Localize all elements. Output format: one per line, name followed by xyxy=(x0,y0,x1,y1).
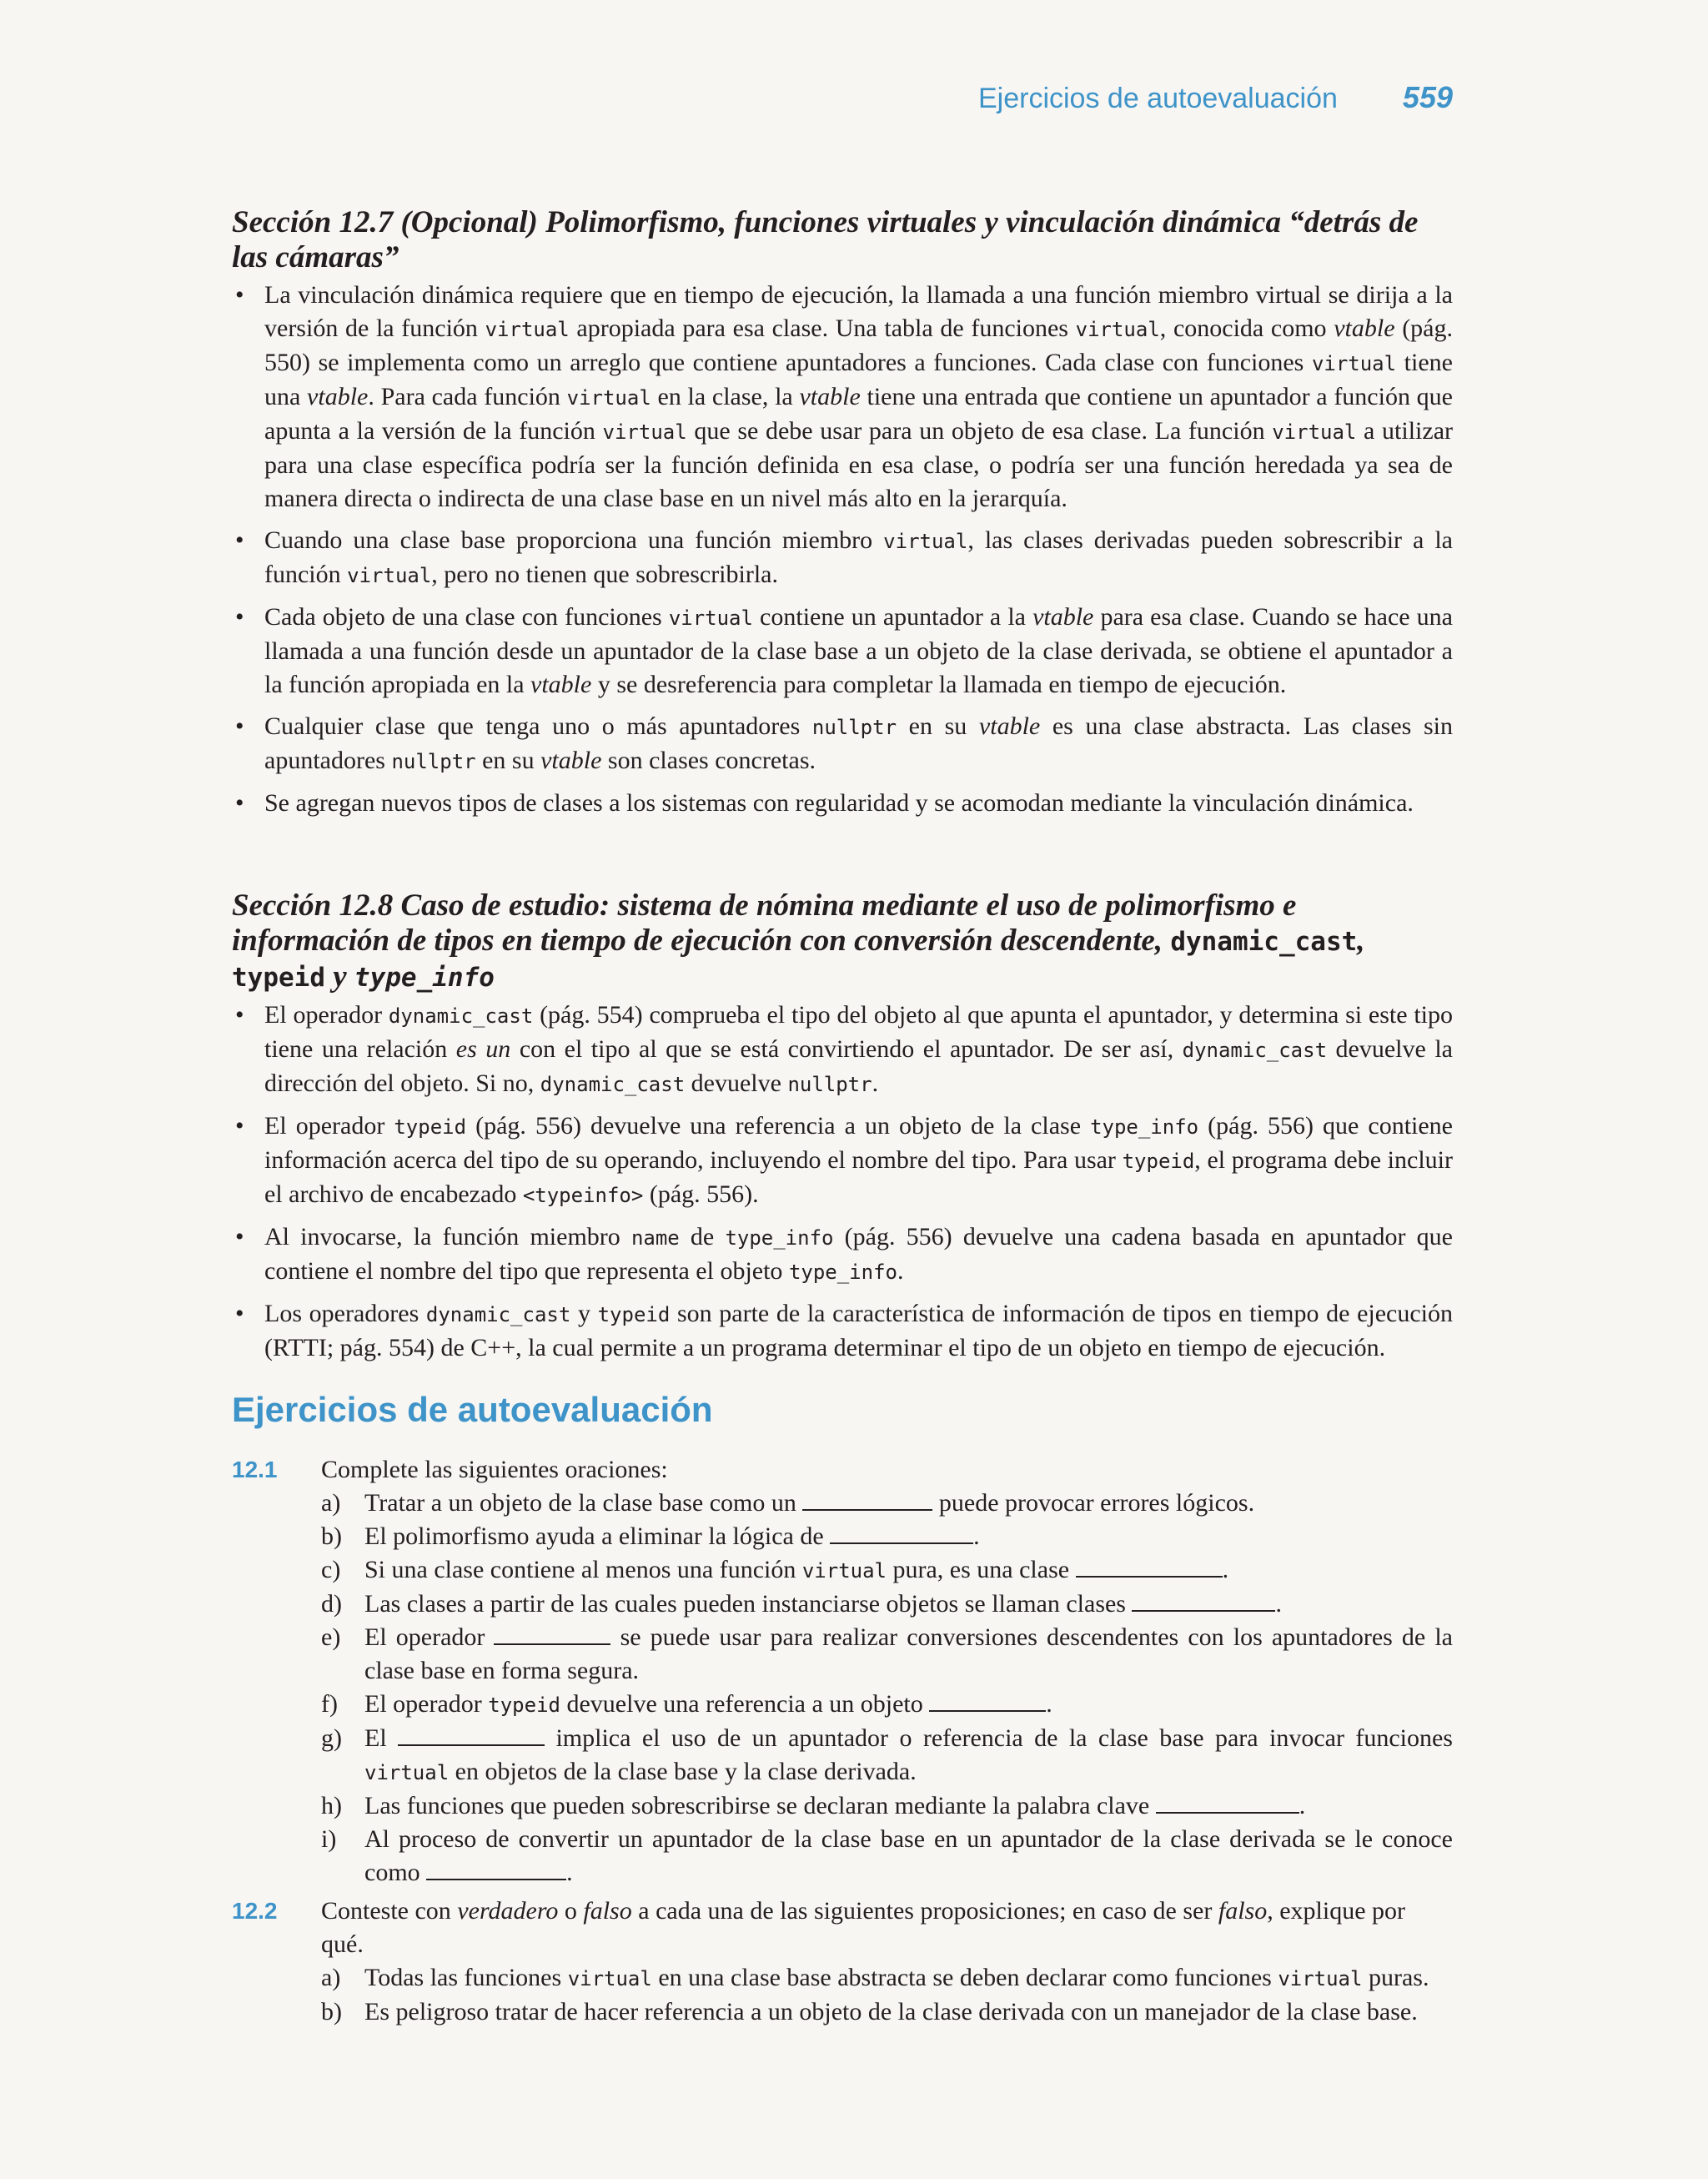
answer-blank xyxy=(1132,1588,1275,1612)
exercise-item: c) Si una clase contiene al menos una función virtual pura, es una clase . xyxy=(321,1556,1229,1583)
exercise-intro: Complete las siguientes oraciones: xyxy=(321,1456,668,1483)
answer-blank xyxy=(398,1723,545,1746)
answer-blank xyxy=(494,1622,610,1645)
exercises-title: Ejercicios de autoevaluación xyxy=(232,1390,713,1429)
answer-blank xyxy=(1156,1790,1299,1814)
bullet-item: • El operador typeid (pág. 556) devuelve una referencia a un objeto de la clase type_info (pág. 556) que contiene información acerca del tipo de su operando, incluyendo el nombre del tipo. Para usar typeid, el programa debe incluir el archivo de encabezado <typeinfo> (pág. 556). xyxy=(232,1110,1453,1212)
bullet-item: • Los operadores dynamic_cast y typeid son parte de la característica de información de tipos en tiempo de ejecución (RTTI; pág. 554) de C++, la cual permite a un programa determinar el tipo de un objeto en tiempo de ejecución. xyxy=(232,1297,1453,1365)
section-12-8-heading: Sección 12.8 Caso de estudio: sistema de nómina mediante el uso de polimorfismo e información de tipos en tiempo de ejecución con conversión descendente, dynamic_cast, typeid y type_info xyxy=(232,888,1365,994)
exercise-item: b) El polimorfismo ayuda a eliminar la lógica de . xyxy=(321,1522,980,1550)
exercise-items xyxy=(321,1961,1453,2029)
answer-blank xyxy=(830,1521,973,1544)
page-content xyxy=(232,205,1453,2034)
exercise-12-1 xyxy=(232,1453,1453,1890)
page-number: 559 xyxy=(1402,80,1453,114)
section-12-7-heading: Sección 12.7 (Opcional) Polimorfismo, funciones virtuales y vinculación dinámica “detrás de las cámaras” xyxy=(232,205,1419,274)
exercise-items xyxy=(321,1487,1453,1890)
running-head xyxy=(978,80,1453,115)
exercise-item: i) Al proceso de convertir un apuntador de la clase base en un apuntador de la clase derivada se le conoce como . xyxy=(321,1825,1453,1886)
section-12-8-bullets xyxy=(232,999,1453,1365)
section-12-7-bullets xyxy=(232,279,1453,820)
bullet-item: • El operador dynamic_cast (pág. 554) comprueba el tipo del objeto al que apunta el apuntador, y determina si este tipo tiene una relación es un con el tipo al que se está convirtiendo el apuntador. De ser así, dynamic_cast devuelve la dirección del objeto. Si no, dynamic_cast devuelve nullptr. xyxy=(232,999,1453,1101)
bullet-item: • Al invocarse, la función miembro name de type_info (pág. 556) devuelve una cadena basada en apuntador que contiene el nombre del tipo que representa el objeto type_info. xyxy=(232,1220,1453,1289)
exercise-item: d) Las clases a partir de las cuales pueden instanciarse objetos se llaman clases . xyxy=(321,1590,1282,1618)
exercise-number: 12.2 xyxy=(232,1898,278,1924)
bullet-item: • Se agregan nuevos tipos de clases a los sistemas con regularidad y se acomodan mediante la vinculación dinámica. xyxy=(232,787,1453,820)
running-head-title: Ejercicios de autoevaluación xyxy=(977,83,1338,114)
exercise-12-2 xyxy=(232,1895,1453,2029)
exercise-item: h) Las funciones que pueden sobrescribirse se declaran mediante la palabra clave . xyxy=(321,1792,1306,1819)
bullet-item: • Cuando una clase base proporciona una función miembro virtual, las clases derivadas pueden sobrescribir a la función virtual, pero no tienen que sobrescribirla. xyxy=(232,524,1453,592)
exercise-item: b) Es peligroso tratar de hacer referencia a un objeto de la clase derivada con un manejador de la clase base. xyxy=(321,1998,1418,2026)
answer-blank xyxy=(802,1487,932,1511)
exercise-item: f) El operador typeid devuelve una referencia a un objeto . xyxy=(321,1690,1052,1718)
exercise-item: g) El implica el uso de un apuntador o referencia de la clase base para invocar funciones virtual en objetos de la clase base y la clase derivada. xyxy=(321,1724,1453,1785)
bullet-item: • La vinculación dinámica requiere que en tiempo de ejecución, la llamada a una función miembro virtual se dirija a la versión de la función virtual apropiada para esa clase. Una tabla de funciones virtual, conocida como vtable (pág. 550) se implementa como un arreglo que contiene apuntadores a funciones. Cada clase con funciones virtual tiene una vtable. Para cada función virtual en la clase, la vtable tiene una entrada que contiene un apuntador a función que apunta a la versión de la función virtual que se debe usar para un objeto de esa clase. La función virtual a utilizar para una clase específica podría ser la función definida en esa clase, o podría ser una función heredada ya sea de manera directa o indirecta de una clase base en un nivel más alto en la jerarquía. xyxy=(232,279,1453,516)
answer-blank xyxy=(1076,1554,1223,1578)
bullet-item: • Cada objeto de una clase con funciones virtual contiene un apuntador a la vtable para esa clase. Cuando se hace una llamada a una función desde un apuntador de la clase base a un objeto de la clase derivada, se obtiene el apuntador a la función apropiada en la vtable y se desreferencia para completar la llamada en tiempo de ejecución. xyxy=(232,601,1453,702)
exercise-intro: Conteste con verdadero o falso a cada una de las siguientes proposiciones; en caso de ser falso, explique por qué. xyxy=(321,1897,1406,1958)
exercise-number: 12.1 xyxy=(232,1457,278,1482)
answer-blank xyxy=(929,1688,1046,1712)
answer-blank xyxy=(426,1857,566,1880)
bullet-item: • Cualquier clase que tenga uno o más apuntadores nullptr en su vtable es una clase abstracta. Las clases sin apuntadores nullptr en su vtable son clases concretas. xyxy=(232,710,1453,778)
exercise-item: e) El operador se puede usar para realizar conversiones descendentes con los apuntadores de la clase base en forma segura. xyxy=(321,1623,1453,1684)
exercise-item: a) Tratar a un objeto de la clase base como un puede provocar errores lógicos. xyxy=(321,1489,1255,1517)
exercise-item: a) Todas las funciones virtual en una clase base abstracta se deben declarar como funciones virtual puras. xyxy=(321,1964,1429,1991)
